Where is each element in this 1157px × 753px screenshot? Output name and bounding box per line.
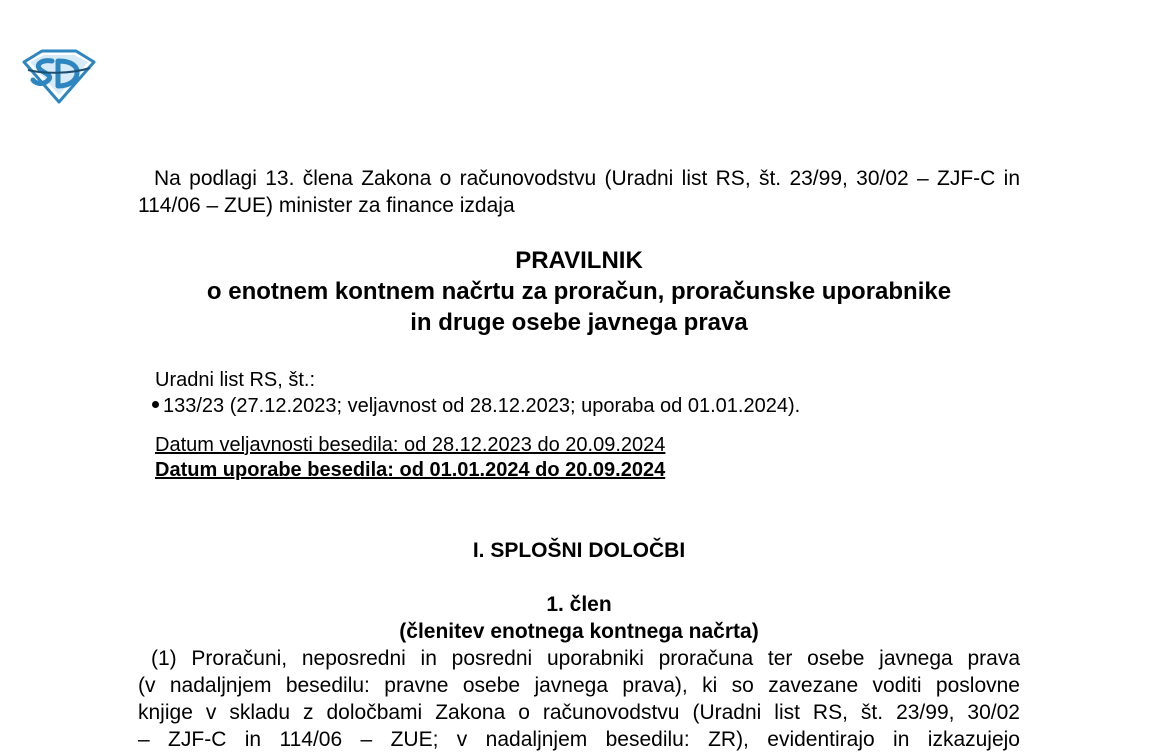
- publication-label: Uradni list RS, št.:: [155, 369, 316, 391]
- article-subtitle: (členitev enotnega kontnega načrta): [399, 620, 759, 643]
- article-line: (v nadaljnjem besedilu: pravne osebe javnega prava), ki so zavezane voditi poslovne: [138, 674, 1020, 697]
- article-line: knjige v skladu z določbami Zakona o računovodstvu (Uradni list RS, št. 23/99, 30/02: [138, 701, 1020, 724]
- document-title: [138, 245, 1020, 338]
- publication-entry-text: 133/23 (27.12.2023; veljavnost od 28.12.2023; uporaba od 01.01.2024).: [163, 395, 801, 417]
- title-line-2: o enotnem kontnem načrtu za proračun, proračunske uporabnike: [206, 278, 952, 305]
- publication-entry: [152, 393, 800, 419]
- section-heading: I. SPLOŠNI DOLOČBI: [472, 539, 686, 562]
- document-page: [138, 0, 1020, 751]
- article-body: [138, 645, 1020, 753]
- application-date: Datum uporabe besedila: od 01.01.2024 do 20.09.2024: [155, 459, 666, 481]
- preamble-paragraph: Na podlagi 13. člena Zakona o računovodstvu (Uradni list RS, št. 23/99, 30/02 – ZJF-C in 114/06 – ZUE) minister za finance izdaja: [138, 167, 1020, 217]
- bullet-dot-icon: [152, 401, 159, 408]
- title-line-1: PRAVILNIK: [515, 247, 643, 274]
- article-line: (1) Proračuni, neposredni in posredni uporabniki proračuna ter osebe javnega prava: [151, 647, 1020, 670]
- validity-date: Datum veljavnosti besedila: od 28.12.2023 do 20.09.2024: [155, 434, 666, 456]
- article-number: 1. člen: [546, 593, 612, 616]
- shield-logo-icon: [22, 48, 96, 104]
- title-line-3: in druge osebe javnega prava: [410, 309, 748, 336]
- article-line: – ZJF-C in 114/06 – ZUE; v nadaljnjem besedilu: ZR), evidentirajo in izkazujejo: [138, 728, 1020, 751]
